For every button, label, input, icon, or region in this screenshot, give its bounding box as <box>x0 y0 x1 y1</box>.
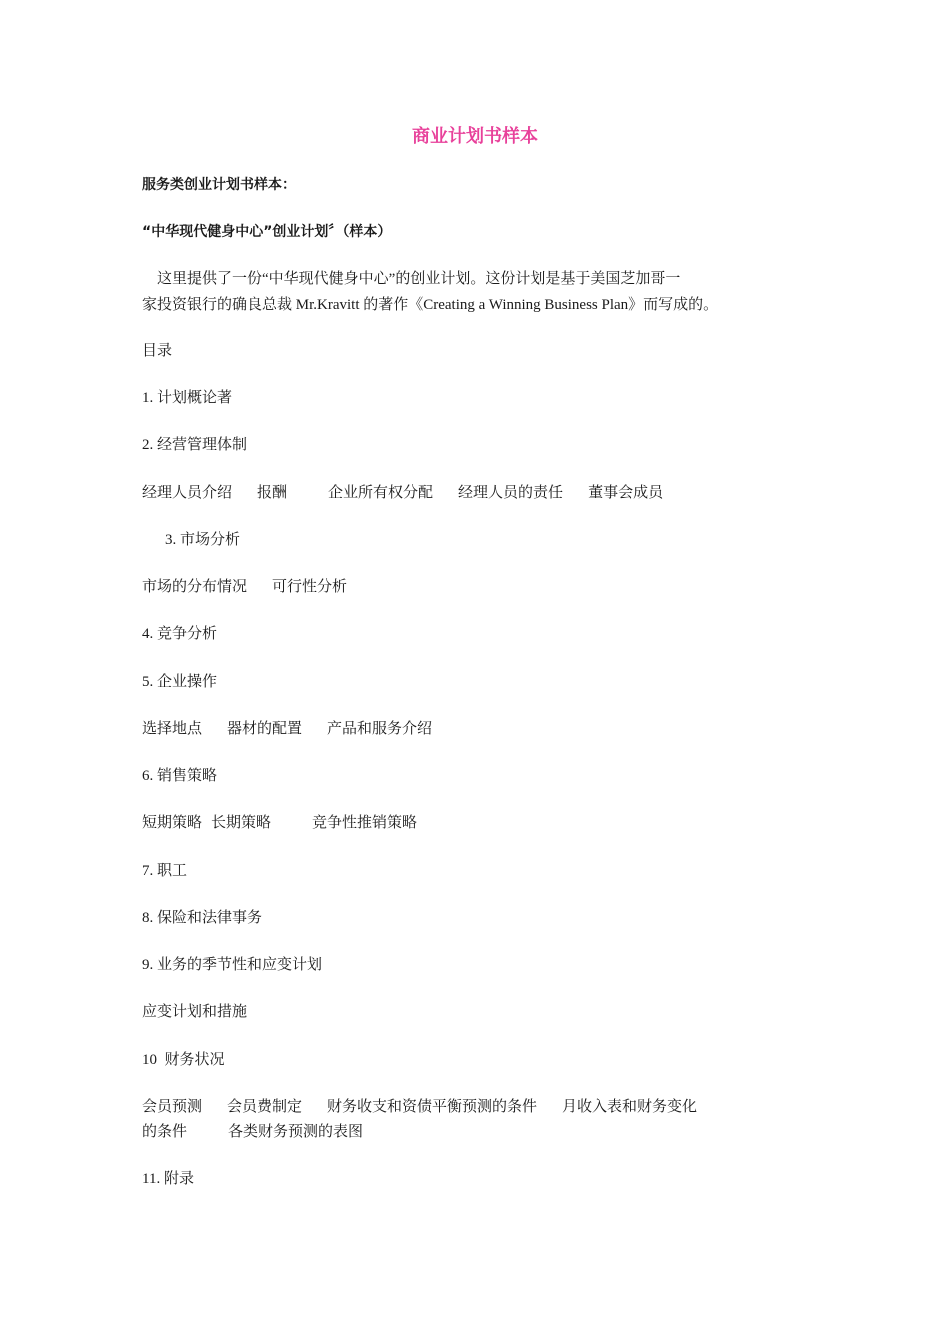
toc-section-10-items-line-2 <box>142 1121 363 1143</box>
toc-item: 短期策略 <box>142 815 203 831</box>
toc-section-5: 5. 企业操作 <box>142 674 218 690</box>
toc-item: 董事会成员 <box>588 485 664 501</box>
toc-item: 应变计划和措施 <box>142 1004 248 1020</box>
plan-title: “中华现代健身中心”创业计划〞（样本） <box>142 224 392 240</box>
toc-heading: 目录 <box>142 343 173 359</box>
toc-section-6: 6. 销售策略 <box>142 768 218 784</box>
toc-item: 选择地点 <box>142 721 203 737</box>
toc-item: 器材的配置 <box>227 721 303 737</box>
toc-section-9: 9. 业务的季节性和应变计划 <box>142 957 323 973</box>
toc-section-10: 10 财务状况 <box>142 1052 225 1068</box>
intro-line-1: 这里提供了一份“中华现代健身中心”的创业计划。这份计划是基于美国芝加哥一 <box>157 271 681 287</box>
toc-section-11: 11. 附录 <box>142 1171 194 1187</box>
toc-section-2-items <box>142 482 663 504</box>
toc-section-4: 4. 竞争分析 <box>142 626 218 642</box>
intro-paragraph <box>142 266 752 318</box>
toc-item: 财务收支和资债平衡预测的条件 <box>327 1099 538 1115</box>
toc-item: 企业所有权分配 <box>328 485 434 501</box>
toc-item: 月收入表和财务变化 <box>562 1099 698 1115</box>
toc-item: 市场的分布情况 <box>142 579 248 595</box>
toc-item: 长期策略 <box>211 815 272 831</box>
toc-item: 经理人员介绍 <box>142 485 233 501</box>
toc-section-2: 2. 经营管理体制 <box>142 437 248 453</box>
toc-section-7: 7. 职工 <box>142 863 188 879</box>
toc-section-5-items <box>142 718 432 740</box>
toc-section-10-items-line-1 <box>142 1096 697 1118</box>
document-title: 商业计划书样本 <box>412 126 538 147</box>
toc-section-1: 1. 计划概论著 <box>142 390 233 406</box>
toc-item: 各类财务预测的表图 <box>228 1124 364 1140</box>
toc-item: 会员预测 <box>142 1099 203 1115</box>
toc-item: 可行性分析 <box>272 579 348 595</box>
toc-section-9-items <box>142 1001 247 1023</box>
toc-section-3: 3. 市场分析 <box>165 532 241 548</box>
toc-item: 产品和服务介绍 <box>327 721 433 737</box>
toc-section-6-items <box>142 812 417 834</box>
toc-item: 经理人员的责任 <box>458 485 564 501</box>
intro-line-2: 家投资银行的确良总裁 Mr.Kravitt 的著作《Creating a Winning Business Plan》而写成的。 <box>142 297 719 313</box>
toc-section-3-items <box>142 576 347 598</box>
toc-item: 的条件 <box>142 1124 188 1140</box>
toc-item: 会员费制定 <box>227 1099 303 1115</box>
toc-item: 报酬 <box>257 485 288 501</box>
subtitle: 服务类创业计划书样本： <box>142 177 296 193</box>
toc-item: 竞争性推销策略 <box>312 815 418 831</box>
toc-section-8: 8. 保险和法律事务 <box>142 910 263 926</box>
